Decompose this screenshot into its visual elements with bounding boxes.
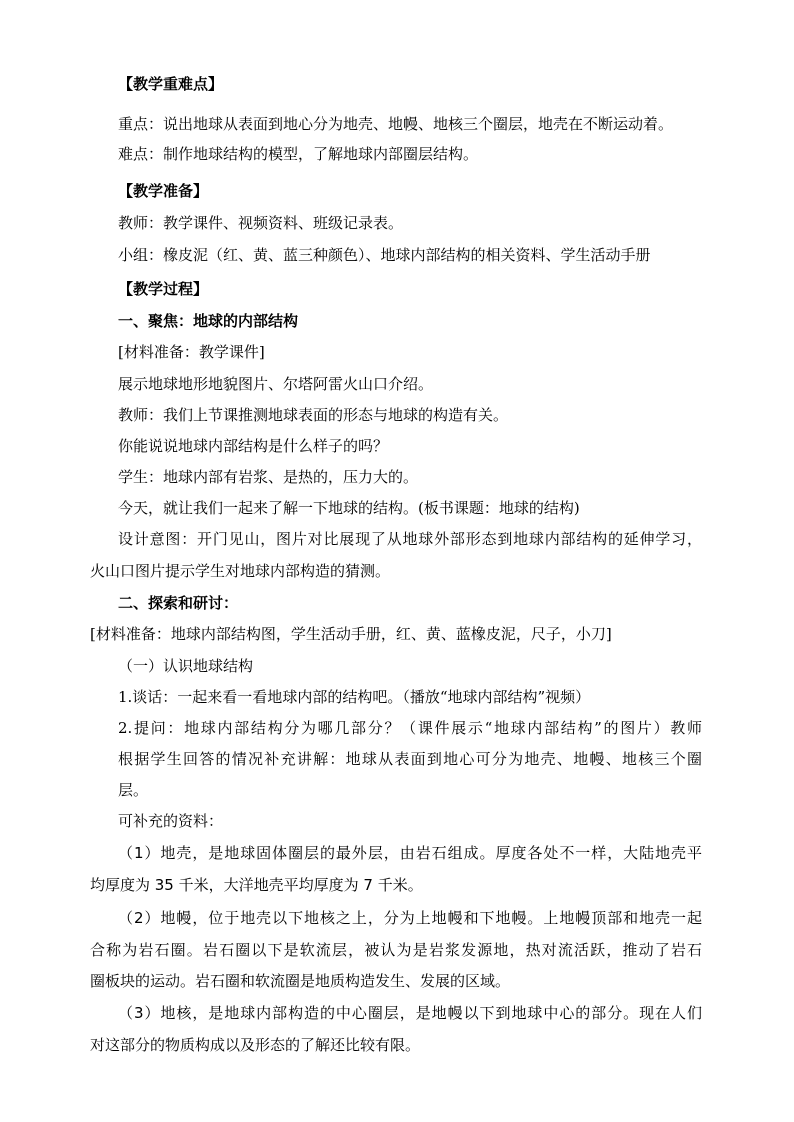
part1-paragraph-5: 今天，就让我们一起来了解一下地球的结构。(板书课题：地球的结构) (118, 499, 580, 517)
section-heading-key-points: 【教学重难点】 (118, 75, 224, 93)
item-2-line-3: 层。 (118, 781, 149, 799)
item-1-text: 1.谈话：一起来看一看地球内部的结构吧。（播放“地球内部结构”视频） (118, 688, 591, 706)
supplement-label: 可补充的资料： (118, 812, 224, 830)
mantle-line-2: 合称为岩石圈。岩石圈以下是软流层，被认为是岩浆发源地，热对流活跃，推动了岩石 (90, 941, 702, 959)
design-intent-line-2: 火山口图片提示学生对地球内部构造的猜测。 (90, 562, 391, 580)
subsection-title: （一）认识地球结构 (118, 657, 254, 675)
section-heading-process: 【教学过程】 (118, 280, 209, 298)
item-2-line-2: 根据学生回答的情况补充讲解：地球从表面到地心可分为地壳、地幔、地核三个圈 (118, 750, 702, 768)
part2-materials: [材料准备：地球内部结构图，学生活动手册，红、黄、蓝橡皮泥，尺子，小刀] (90, 625, 612, 643)
part1-paragraph-4: 学生：地球内部有岩浆、是热的，压力大的。 (118, 468, 419, 486)
teacher-preparation-text: 教师：教学课件、视频资料、班级记录表。 (118, 214, 404, 232)
difficult-point-text: 难点：制作地球结构的模型，了解地球内部圈层结构。 (118, 145, 479, 163)
part2-title: 二、探索和研讨： (118, 594, 239, 612)
core-line-1: （3）地核，是地球内部构造的中心圈层，是地幔以下到地球中心的部分。现在人们 (118, 1004, 702, 1022)
key-point-text: 重点：说出地球从表面到地心分为地壳、地幔、地核三个圈层，地壳在不断运动着。 (118, 115, 674, 133)
mantle-line-1: （2）地幔，位于地壳以下地核之上，分为上地幔和下地幔。上地幔顶部和地壳一起 (118, 909, 702, 927)
mantle-line-3: 圈板块的运动。岩石圈和软流圈是地质构造发生、发展的区域。 (90, 972, 511, 990)
group-preparation-text: 小组：橡皮泥（红、黄、蓝三种颜色）、地球内部结构的相关资料、学生活动手册 (118, 246, 651, 264)
part1-title: 一、聚焦：地球的内部结构 (118, 312, 299, 330)
crust-line-1: （1）地壳，是地球固体圈层的最外层，由岩石组成。厚度各处不一样，大陆地壳平 (118, 844, 702, 862)
item-2-line-1: 2.提问：地球内部结构分为哪几部分？（课件展示“地球内部结构”的图片）教师 (118, 719, 702, 737)
core-line-2: 对这部分的物质构成以及形态的了解还比较有限。 (90, 1036, 421, 1054)
part1-materials: [材料准备：教学课件] (118, 343, 265, 361)
design-intent-line-1: 设计意图：开门见山，图片对比展现了从地球外部形态到地球内部结构的延伸学习， (118, 530, 702, 548)
part1-paragraph-3: 你能说说地球内部结构是什么样子的吗？ (118, 437, 389, 455)
part1-paragraph-2: 教师：我们上节课推测地球表面的形态与地球的构造有关。 (118, 406, 509, 424)
section-heading-preparation: 【教学准备】 (118, 182, 209, 200)
part1-paragraph-1: 展示地球地形地貌图片、尔塔阿雷火山口介绍。 (118, 375, 434, 393)
crust-line-2: 均厚度为 35 千米，大洋地壳平均厚度为 7 千米。 (90, 876, 423, 894)
